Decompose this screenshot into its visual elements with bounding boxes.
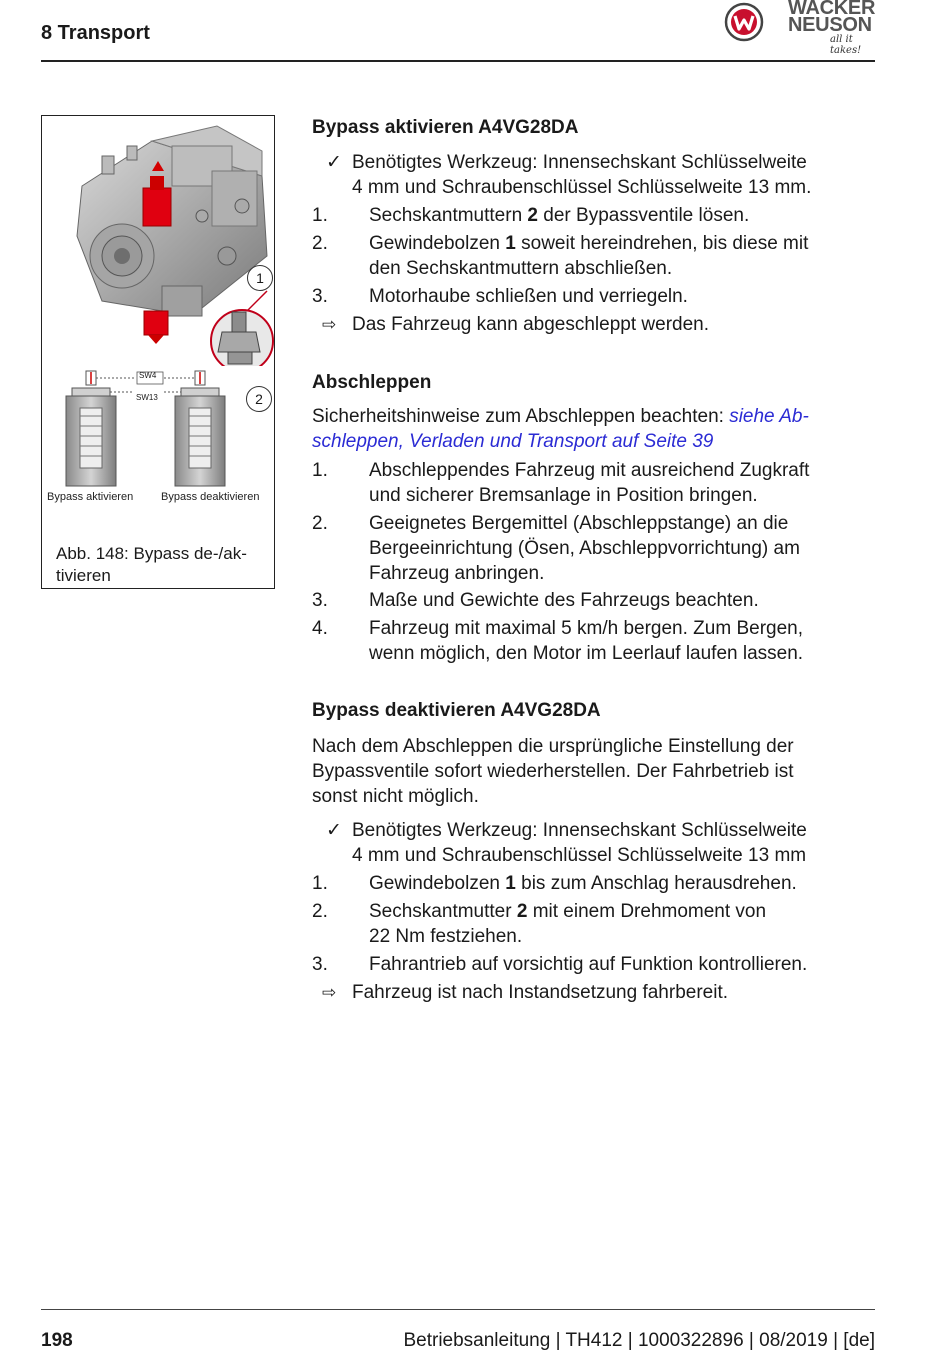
step-item: 1. Gewindebolzen 1 bis zum Anschlag herausdrehen. [312,873,797,894]
result-line: ⇨ Fahrzeug ist nach Instandsetzung fahrbereit. [322,982,729,1003]
step-item: 1. Sechskantmuttern 2 der Bypassventile lösen. [312,205,750,226]
checkmark-icon: ✓ [326,820,342,841]
checkmark-icon: ✓ [326,152,342,173]
dimension-label-sw13: SW13 [136,393,158,402]
result-arrow-icon: ⇨ [322,983,337,1002]
heading-towing: Abschleppen [312,372,432,393]
step-item: 3. Fahrantrieb auf vorsichtig auf Funktion kontrollieren. [312,954,808,975]
valve-cross-section-diagram [62,366,272,491]
callout-1: 1 [247,265,273,291]
tool-requirement: ✓ Benötigtes Werkzeug: Innensechskant Schlüsselweite 4 mm und Schraubenschlüssel Schlüsselweite 13 mm [326,820,807,866]
logo-tagline: all it takes! [830,34,862,56]
page-number: 198 [41,1330,73,1351]
step-item: 3. Maße und Gewichte des Fahrzeugs beachten. [312,590,759,611]
label-bypass-deactivate: Bypass deaktivieren [161,491,260,503]
dimension-label-sw4: SW4 [139,371,157,380]
tool-requirement: ✓ Benötigtes Werkzeug: Innensechskant Schlüsselweite 4 mm und Schraubenschlüssel Schlüsselweite 13 mm. [326,152,812,198]
pump-body [77,126,267,316]
heading-bypass-activate: Bypass aktivieren A4VG28DA [312,117,579,138]
figure-bypass-valves [41,115,275,589]
step-item: 1. Abschleppendes Fahrzeug mit ausreichend Zugkraft und sicherer Bremsanlage in Position bringen. [312,460,810,506]
figure-caption: Abb. 148: Bypass de-/ak-tivieren [56,544,247,585]
step-item: 2. Geeignetes Bergemittel (Abschleppstange) an die Bergeeinrichtung (Ösen, Abschleppvorrichtung) am Fahrzeug anbringen. [312,513,800,584]
step-item: 3. Motorhaube schließen und verriegeln. [312,286,688,307]
cross-reference-link[interactable]: siehe Ab- schleppen, Verladen und Transport auf Seite 39 [312,406,809,452]
brand-logo [724,0,884,56]
label-bypass-activate: Bypass aktivieren [47,491,134,503]
deactivate-intro: Nach dem Abschleppen die ursprüngliche Einstellung der Bypassventile sofort wiederherstellen. Der Fahrbetrieb ist sonst nicht möglich. [312,736,794,807]
step-item: 2. Sechskantmutter 2 mit einem Drehmoment von 22 Nm festziehen. [312,901,767,947]
step-item: 4. Fahrzeug mit maximal 5 km/h bergen. Zum Bergen, wenn möglich, den Motor im Leerlauf laufen lassen. [312,618,804,664]
callout-2: 2 [246,386,272,412]
step-item: 2. Gewindebolzen 1 soweit hereindrehen, bis diese mit den Sechskantmuttern abschließen. [312,233,809,279]
towing-intro: Sicherheitshinweise zum Abschleppen beachten: siehe Ab- schleppen, Verladen und Transport auf Seite 39 [312,406,809,452]
logo-wordmark: WACKER NEUSON [788,0,876,36]
hydraulic-pump-illustration [42,116,274,588]
result-arrow-icon: ⇨ [322,315,337,334]
result-line: ⇨ Das Fahrzeug kann abgeschleppt werden. [322,314,710,335]
document-info: Betriebsanleitung | TH412 | 1000322896 | 08/2019 | [de] [403,1330,875,1351]
logo-emblem-icon [724,2,764,42]
heading-bypass-deactivate: Bypass deaktivieren A4VG28DA [312,700,601,721]
section-title: 8 Transport [41,22,150,44]
footer-divider [41,1309,875,1310]
header-divider [41,60,875,62]
